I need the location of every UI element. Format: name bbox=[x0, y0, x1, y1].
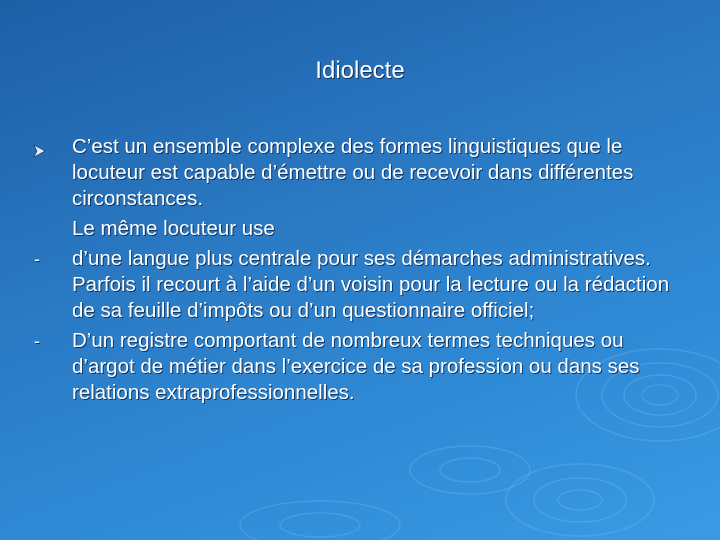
slide-body bbox=[30, 134, 690, 410]
bullet-text: C’est un ensemble complexe des formes linguistiques que le locuteur est capable d’émettre ou de recevoir dans différentes circonstances. bbox=[72, 135, 634, 210]
bullet-text: D’un registre comportant de nombreux termes techniques ou d’argot de métier dans l’exercice de sa profession ou dans ses relations extraprofessionnelles. bbox=[72, 329, 640, 404]
slide-title: Idiolecte bbox=[315, 57, 405, 84]
bullet-text: Le même locuteur use bbox=[72, 217, 275, 240]
arrow-bullet-icon bbox=[32, 139, 46, 165]
bullet-text: d’une langue plus centrale pour ses démarches administratives. Parfois il recourt à l’aide d’un voisin pour la lecture ou la rédaction de sa feuille d’impôts ou d’un questionnaire officiel; bbox=[72, 247, 670, 322]
bullet-item bbox=[30, 246, 690, 324]
bullet-item bbox=[30, 134, 690, 212]
bullet-continuation bbox=[30, 216, 690, 242]
dash-bullet-icon: - bbox=[34, 331, 40, 351]
dash-bullet-icon: - bbox=[34, 249, 40, 269]
bullet-item bbox=[30, 328, 690, 406]
